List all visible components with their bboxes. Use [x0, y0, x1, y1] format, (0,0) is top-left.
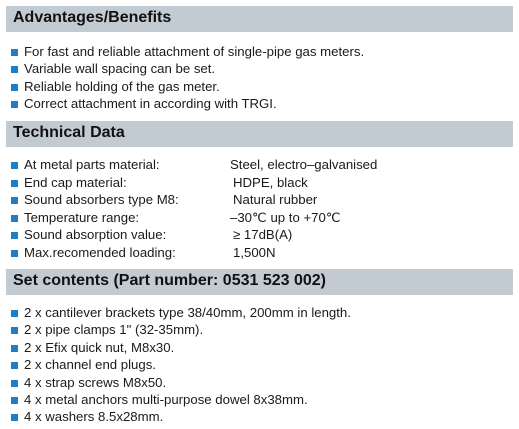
- spec-value: HDPE, black: [233, 174, 308, 190]
- square-bullet-icon: [11, 84, 18, 91]
- spec-value: –30℃ up to +70℃: [230, 209, 341, 225]
- spec-label: End cap material:: [24, 174, 127, 190]
- technical-title: Technical Data: [13, 124, 125, 141]
- set-contents-title: Set contents (Part number: 0531 523 002): [13, 272, 327, 289]
- square-bullet-icon: [11, 250, 18, 257]
- list-item: 2 x channel end plugs.: [11, 356, 351, 373]
- square-bullet-icon: [11, 310, 18, 317]
- spec-row: [11, 244, 377, 262]
- list-item: 4 x metal anchors multi-purpose dowel 8x38mm.: [11, 391, 351, 408]
- spec-row: [11, 209, 377, 227]
- square-bullet-icon: [11, 232, 18, 239]
- list-item: 2 x cantilever brackets type 38/40mm, 200mm in length.: [11, 304, 351, 321]
- spec-value: Steel, electro–galvanised: [230, 157, 378, 172]
- spec-label: At metal parts material:: [24, 157, 160, 172]
- advantages-header: [6, 6, 513, 32]
- spec-label: Max.recomended loading:: [24, 244, 176, 260]
- square-bullet-icon: [11, 101, 18, 108]
- square-bullet-icon: [11, 345, 18, 352]
- technical-table: [11, 156, 377, 261]
- spec-label: Sound absorbers type M8:: [24, 192, 179, 207]
- set-contents-header: [6, 269, 513, 295]
- spec-label: Sound absorption value:: [24, 227, 167, 242]
- list-item: Correct attachment in according with TRGI.: [11, 95, 364, 112]
- spec-value: Natural rubber: [233, 192, 318, 207]
- spec-label: Temperature range:: [24, 209, 140, 225]
- list-item: Variable wall spacing can be set.: [11, 60, 364, 77]
- advantages-title: Advantages/Benefits: [13, 9, 172, 26]
- square-bullet-icon: [11, 162, 18, 169]
- list-item: Reliable holding of the gas meter.: [11, 78, 364, 95]
- spec-row: [11, 226, 377, 244]
- square-bullet-icon: [11, 397, 18, 404]
- spec-row: [11, 174, 377, 192]
- square-bullet-icon: [11, 362, 18, 369]
- list-item: 2 x Efix quick nut, M8x30.: [11, 339, 351, 356]
- technical-header: [6, 121, 513, 147]
- list-item: 4 x strap screws M8x50.: [11, 374, 351, 391]
- spec-value: 1,500N: [233, 244, 276, 260]
- square-bullet-icon: [11, 215, 18, 222]
- square-bullet-icon: [11, 66, 18, 73]
- square-bullet-icon: [11, 380, 18, 387]
- square-bullet-icon: [11, 49, 18, 56]
- square-bullet-icon: [11, 414, 18, 421]
- spec-value: ≥ 17dB(A): [233, 227, 293, 242]
- spec-row: [11, 156, 377, 174]
- list-item: For fast and reliable attachment of single-pipe gas meters.: [11, 43, 364, 60]
- square-bullet-icon: [11, 197, 18, 204]
- list-item: 4 x washers 8.5x28mm.: [11, 408, 351, 425]
- list-item: 2 x pipe clamps 1" (32-35mm).: [11, 321, 351, 338]
- square-bullet-icon: [11, 327, 18, 334]
- set-contents-list: [11, 304, 351, 426]
- spec-row: [11, 191, 377, 209]
- square-bullet-icon: [11, 180, 18, 187]
- advantages-list: [11, 43, 364, 113]
